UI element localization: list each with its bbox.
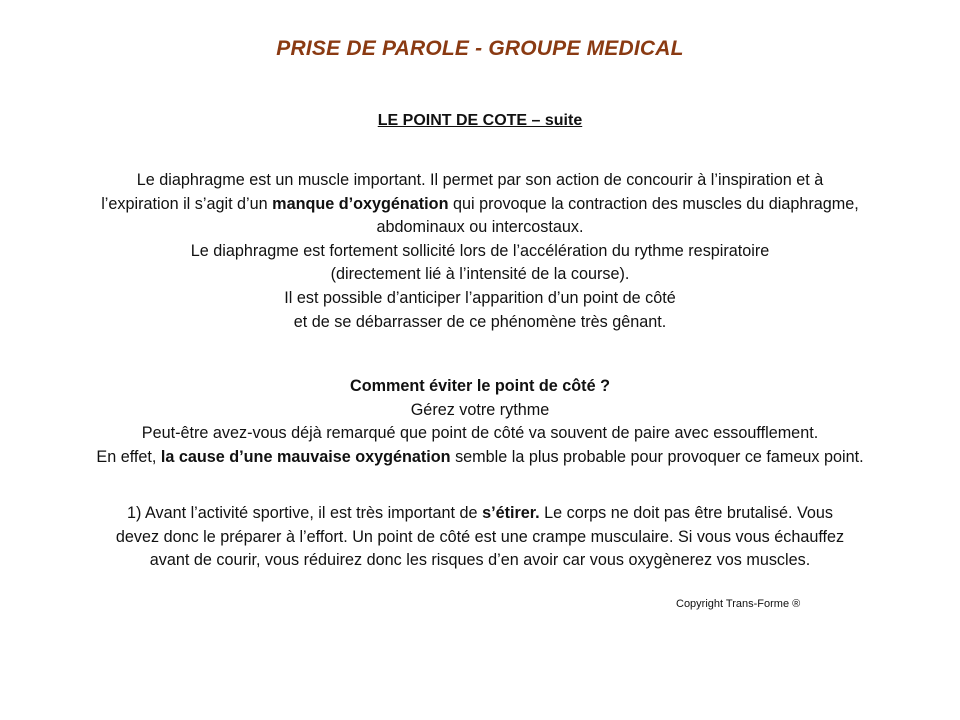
intro-paragraph (10, 169, 950, 334)
intro-line-2 (10, 193, 950, 217)
intro-line-2-start: l’expiration il s’agit d’un (101, 194, 273, 213)
intro-line-5: (directement lié à l’intensité de la course). (330, 265, 630, 284)
section-emphasis: la cause d’une mauvaise oxygénation (160, 447, 451, 466)
intro-line-6: Il est possible d’anticiper l’apparition d’un point de côté (284, 288, 676, 307)
item-1-line-2: devez donc le préparer à l’effort. Un point de côté est une crampe musculaire. Si vous vous échauffez (115, 527, 845, 546)
intro-line-1: Le diaphragme est un muscle important. Il permet par son action de concourir à l’inspiration et à (136, 171, 824, 189)
slide-subtitle: LE POINT DE COTE – suite (377, 112, 583, 129)
slide-title: PRISE DE PAROLE - GROUPE MEDICAL (276, 37, 684, 60)
section-line-3-end: semble la plus probable pour provoquer ce fameux point. (450, 447, 864, 466)
intro-emphasis: manque d’oxygénation (272, 194, 449, 213)
item-1-line-3: avant de courir, vous réduirez donc les risques d’en avoir car vous oxygènerez vos muscles. (149, 551, 811, 570)
section-line-1: Gérez votre rythme (410, 400, 550, 419)
section-heading: Comment éviter le point de côté ? (350, 377, 610, 395)
section-paragraph (10, 375, 950, 469)
copyright-notice: Copyright Trans-Forme ® (676, 598, 801, 610)
item-1-line-1 (10, 502, 950, 526)
section-line-3 (10, 446, 950, 470)
item-1-line-1-start: 1) Avant l’activité sportive, il est très important de (126, 504, 483, 522)
intro-line-2-end: qui provoque la contraction des muscles du diaphragme, (448, 194, 859, 213)
item-1-line-1-end: Le corps ne doit pas être brutalisé. Vous (539, 504, 834, 522)
item-1-emphasis: s’étirer. (482, 504, 540, 522)
intro-line-7: et de se débarrasser de ce phénomène très gênant. (293, 312, 667, 331)
item-1-paragraph (10, 502, 950, 573)
section-line-2: Peut-être avez-vous déjà remarqué que point de côté va souvent de paire avec essoufflement. (141, 424, 819, 443)
intro-line-3: abdominaux ou intercostaux. (376, 218, 584, 237)
section-line-3-start: En effet, (96, 447, 161, 466)
intro-line-4: Le diaphragme est fortement sollicité lors de l’accélération du rythme respiratoire (190, 241, 770, 260)
